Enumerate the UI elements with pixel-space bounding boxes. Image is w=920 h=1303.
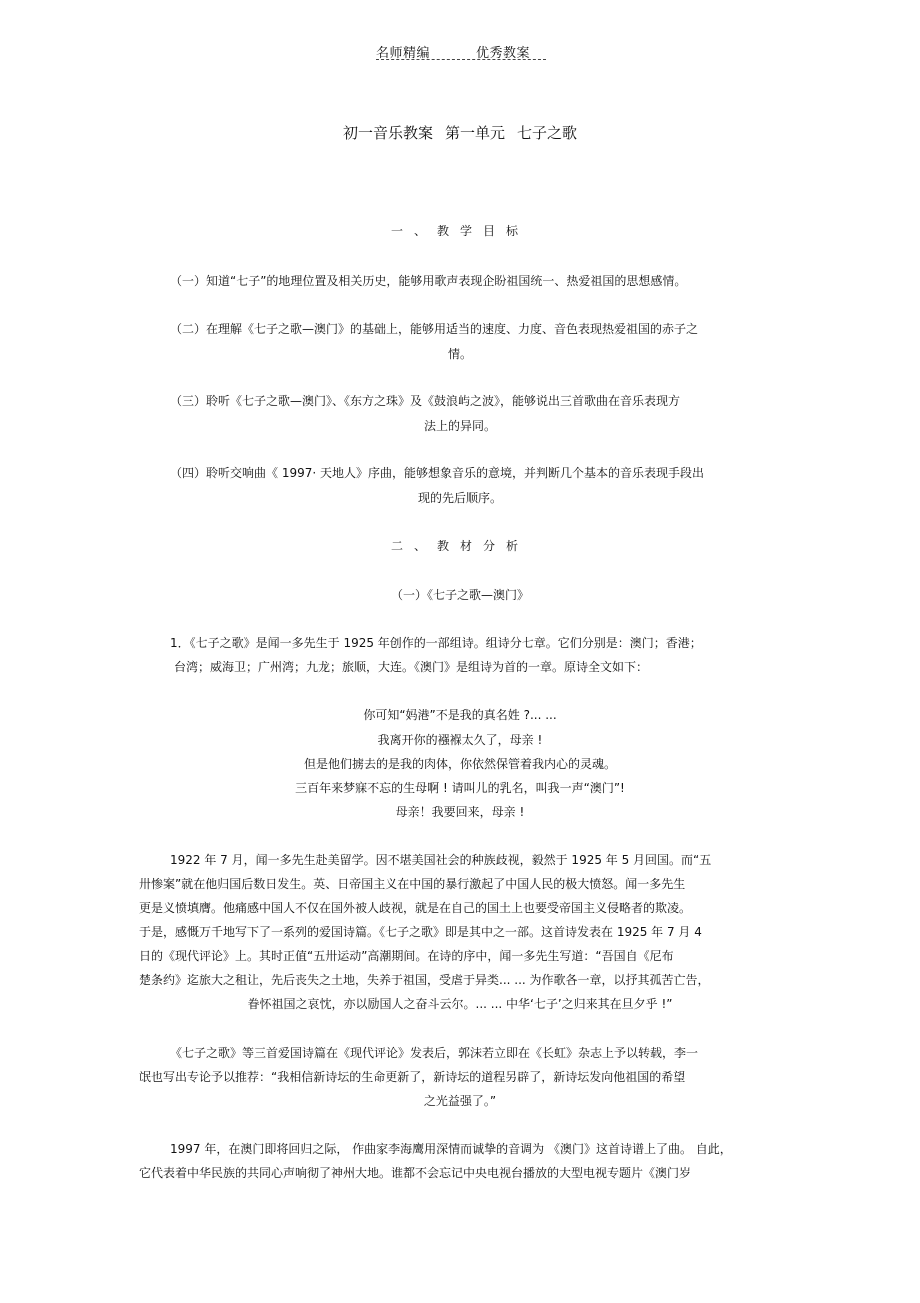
goal-item-4: （四）聆听交响曲《 1997· 天地人》序曲，能够想象音乐的意境，并判断几个基本的音乐表现手段出	[170, 466, 704, 480]
poem-line-1: 你可知“妈港”不是我的真名姓 ?... ...	[363, 708, 557, 722]
goal-item-2: （二）在理解《七子之歌—澳门》的基础上，能够用适当的速度、力度、音色表现热爱祖国的赤子之	[170, 322, 699, 336]
poem-line-2: 我离开你的襁褓太久了，母亲 !	[377, 733, 543, 747]
goal-item-3: （三）聆听《七子之歌—澳门》、《东方之珠》及《鼓浪屿之波》，能够说出三首歌曲在音乐表现方	[170, 394, 681, 408]
title-part-3: 七子之歌	[517, 124, 578, 142]
subsection-heading: （一）《七子之歌—澳门》	[390, 588, 529, 602]
paragraph-3-line-1: 《七子之歌》等三首爱国诗篇在《现代评论》发表后，郭沫若立即在《长虹》杂志上予以转载，李一	[170, 1046, 699, 1060]
header-divider	[376, 59, 546, 60]
paragraph-4-line-1: 1997 年，在澳门即将回归之际， 作曲家李海鹰用深情而诚挚的音调为 《澳门》这首诗谱上了曲。 自此，	[170, 1142, 732, 1156]
goal-item-3-cont: 法上的异同。	[423, 419, 496, 433]
paragraph-2-line-5: 日的《现代评论》上。其时正值“五卅运动”高潮期间。在诗的序中，闻一多先生写道：“吾国自《尼布	[139, 949, 674, 963]
paragraph-4-line-2: 它代表着中华民族的共同心声响彻了神州大地。谁都不会忘记中央电视台播放的大型电视专题片《澳门岁	[139, 1166, 692, 1180]
goal-item-4-cont: 现的先后顺序。	[417, 491, 502, 505]
poem-line-5: 母亲！我要回来，母亲 !	[395, 805, 525, 819]
goal-item-1: （一）知道“七子”的地理位置及相关历史，能够用歌声表现企盼祖国统一、热爱祖国的思想感情。	[170, 274, 687, 288]
paragraph-3-line-3: 之光益强了。”	[423, 1094, 497, 1108]
header-right-text: 优秀教案	[476, 46, 531, 61]
paragraph-2-line-7: 眷怀祖国之哀忱，亦以励国人之奋斗云尔。... ... 中华‘七子’之归来其在旦夕乎 !”	[247, 997, 673, 1011]
paragraph-2-line-4: 于是，感慨万千地写下了一系列的爱国诗篇。《七子之歌》即是其中之一部。这首诗发表在 1925 年 7 月 4	[139, 925, 702, 939]
poem-line-3: 但是他们掳去的是我的肉体，你依然保管着我内心的灵魂。	[303, 757, 616, 771]
paragraph-2-line-3: 更是义愤填膺。他痛感中国人不仅在国外被人歧视，就是在自己的国土上也要受帝国主义侵略者的欺凌。	[139, 901, 692, 915]
goal-item-2-cont: 情。	[447, 347, 472, 361]
document-title	[0, 122, 920, 143]
poem-line-4: 三百年来梦寐不忘的生母啊 ! 请叫儿的乳名，叫我一声“澳门”!	[295, 781, 625, 795]
header-left-text: 名师精编	[376, 46, 431, 61]
paragraph-1-line-2: 台湾；威海卫；广州湾；九龙；旅顺，大连。《澳门》是组诗为首的一章。原诗全文如下：	[174, 660, 649, 674]
section-heading-analysis: 二、教材分析	[390, 539, 529, 553]
title-part-2: 第一单元	[444, 124, 505, 142]
paragraph-1-line-1: 1．《七子之歌》是闻一多先生于 1925 年创作的一部组诗。组诗分七章。它们分别是：澳门；香港；	[170, 636, 702, 650]
paragraph-2-line-1: 1922 年 7 月，闻一多先生赴美留学。因不堪美国社会的种族歧视，毅然于 1925 年 5 月回国。而“五	[170, 853, 712, 867]
section-heading-goals: 一、教学目标	[390, 224, 529, 238]
title-part-1: 初一音乐教案	[342, 124, 433, 142]
paragraph-2-line-2: 卅惨案”就在他归国后数日发生。英、日帝国主义在中国的暴行激起了中国人民的极大愤怒。闻一多先生	[139, 877, 686, 891]
paragraph-2-line-6: 楚条约》迄旅大之租让，先后丧失之土地，失养于祖国，受虐于异类... ... 为作歌各一章，以抒其孤苦亡告，	[139, 973, 710, 987]
paragraph-3-line-2: 氓也写出专论予以推荐：“我相信新诗坛的生命更新了，新诗坛的道程另辟了，新诗坛发向他祖国的希望	[139, 1070, 686, 1084]
